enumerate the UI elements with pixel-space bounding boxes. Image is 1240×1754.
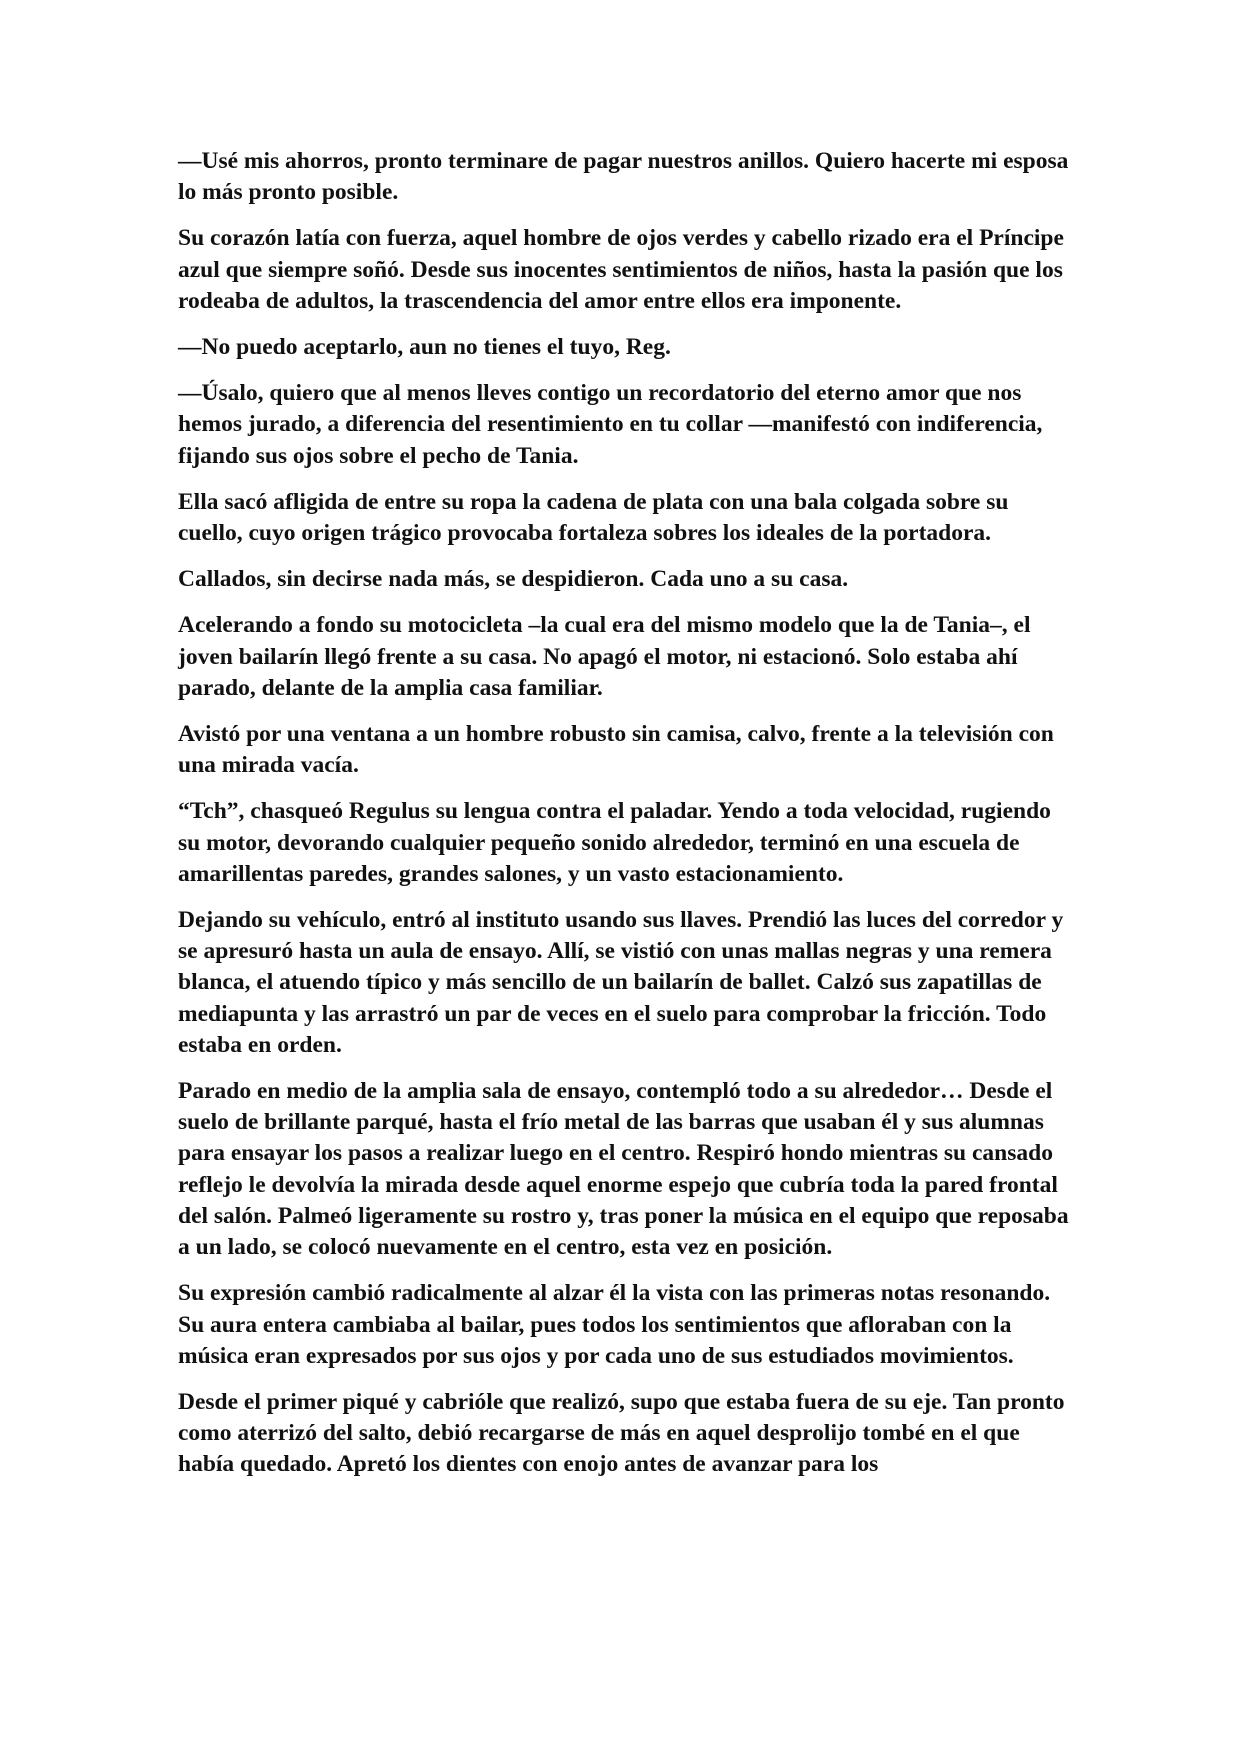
paragraph-2: Su corazón latía con fuerza, aquel hombre de ojos verdes y cabello rizado era el Príncipe azul que siempre soñó. Desde sus inocentes sentimientos de niños, hasta la pasión que los rodeaba de adultos, la trascendencia del amor entre ellos era imponente. [178, 225, 1064, 314]
paragraph-1: —Usé mis ahorros, pronto terminare de pagar nuestros anillos. Quiero hacerte mi esposa lo más pronto posible. [178, 148, 1069, 206]
paragraph-10: Dejando su vehículo, entró al instituto usando sus llaves. Prendió las luces del corredor y se apresuró hasta un aula de ensayo. Allí, se vistió con unas mallas negras y una remera blanca, el atuendo típico y más sencillo de un bailarín de ballet. Calzó sus zapatillas de mediapunta y las arrastró un par de veces en el suelo para comprobar la fricción. Todo estaba en orden. [178, 907, 1064, 1058]
paragraph-5: Ella sacó afligida de entre su ropa la cadena de plata con una bala colgada sobre su cuello, cuyo origen trágico provocaba fortaleza sobres los ideales de la portadora. [178, 488, 1009, 547]
paragraph-8: Avistó por una ventana a un hombre robusto sin camisa, calvo, frente a la televisión con una mirada vacía. [178, 721, 1054, 779]
paragraph-9: “Tch”, chasqueó Regulus su lengua contra el paladar. Yendo a toda velocidad, rugiendo su motor, devorando cualquier pequeño sonido alrededor, terminó en una escuela de amarillentas paredes, grandes salones, y un vasto estacionamiento. [178, 798, 1051, 887]
paragraph-12: Su expresión cambió radicalmente al alzar él la vista con las primeras notas resonando. Su aura entera cambiaba al bailar, pues todos los sentimientos que afloraban con la música eran expresados por sus ojos y por cada uno de sus estudiados movimientos. [178, 1280, 1051, 1369]
paragraph-11: Parado en medio de la amplia sala de ensayo, contempló todo a su alrededor… Desde el suelo de brillante parqué, hasta el frío metal de las barras que usaban él y sus alumnas para ensayar los pasos a realizar luego en el centro. Respiró hondo mientras su cansado reflejo le devolvía la mirada desde aquel enorme espejo que cubría toda la pared frontal del salón. Palmeó ligeramente su rostro y, tras poner la música en el equipo que reposaba a un lado, se colocó nuevamente en el centro, esta vez en posición. [178, 1078, 1069, 1261]
paragraph-13: Desde el primer piqué y cabrióle que realizó, supo que estaba fuera de su eje. Tan pronto como aterrizó del salto, debió recargarse de más en aquel desprolijo tombé en el que había quedado. Apretó los dientes con enojo antes de avanzar para los [178, 1388, 1065, 1478]
paragraph-7: Acelerando a fondo su motocicleta –la cual era del mismo modelo que la de Tania–, el joven bailarín llegó frente a su casa. No apagó el motor, ni estacionó. Solo estaba ahí parado, delante de la amplia casa familiar. [178, 612, 1031, 701]
paragraph-4: —Úsalo, quiero que al menos lleves contigo un recordatorio del eterno amor que nos hemos jurado, a diferencia del resentimiento en tu collar —manifestó con indiferencia, fijando sus ojos sobre el pecho de Tania. [178, 380, 1043, 469]
paragraph-6: Callados, sin decirse nada más, se despidieron. Cada uno a su casa. [178, 566, 849, 593]
paragraph-3: —No puedo aceptarlo, aun no tienes el tuyo, Reg. [178, 334, 671, 361]
document-body [178, 146, 1078, 1496]
